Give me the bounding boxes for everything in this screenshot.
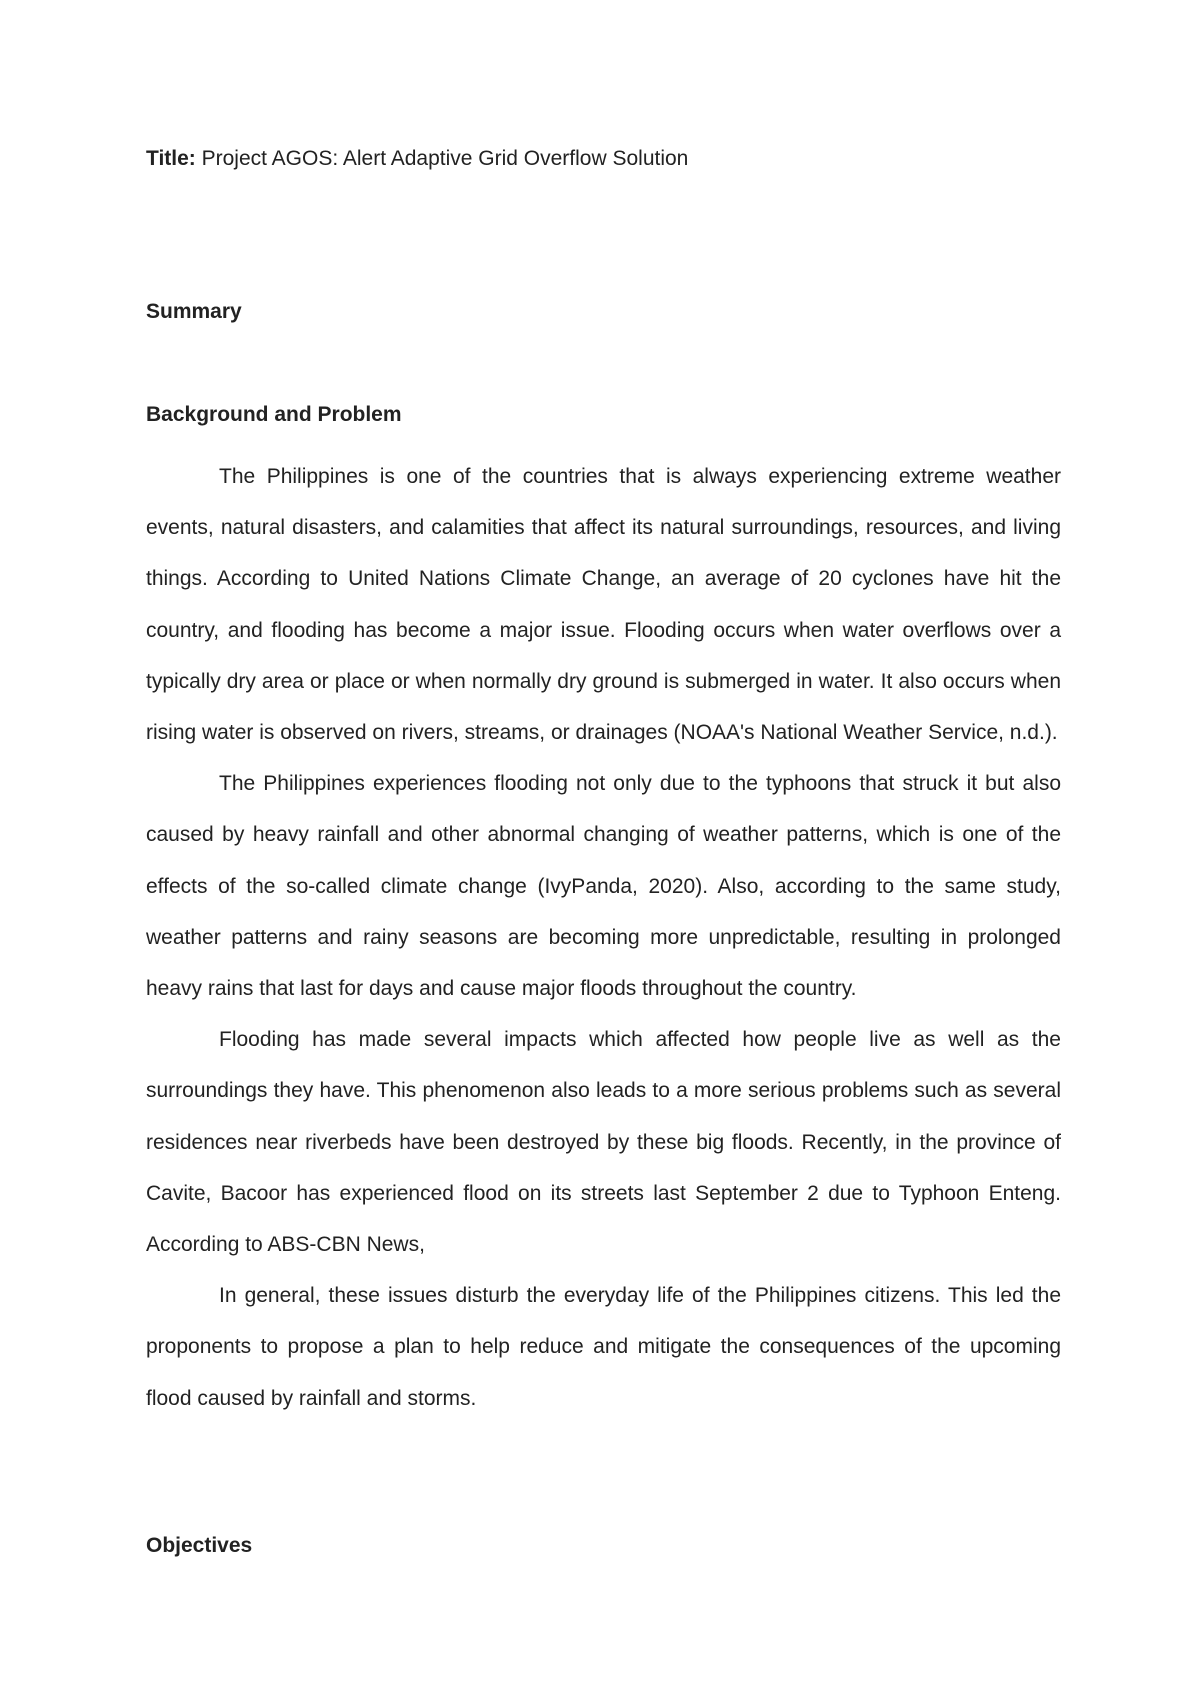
summary-heading: Summary — [146, 300, 242, 323]
title-text: Project AGOS: Alert Adaptive Grid Overflow Solution — [195, 147, 689, 170]
background-problem-heading: Background and Problem — [146, 403, 402, 426]
objectives-heading: Objectives — [146, 1534, 253, 1557]
paragraph: The Philippines experiences flooding not only due to the typhoons that struck it but also caused by heavy rainfall and other abnormal changing of weather patterns, which is one of the effects of the so-called climate change (IvyPanda, 2020). Also, according to the same study, weather patterns and rainy seasons are becoming more unpredictable, resulting in prolonged heavy rains that last for days and cause major floods throughout the country. — [146, 772, 1061, 1001]
document-title — [146, 144, 688, 174]
title-label: Title: — [146, 147, 196, 170]
paragraph: The Philippines is one of the countries that is always experiencing extreme weather events, natural disasters, and calamities that affect its natural surroundings, resources, and living things. According to United Nations Climate Change, an average of 20 cyclones have hit the country, and flooding has become a major issue. Flooding occurs when water overflows over a typically dry area or place or when normally dry ground is submerged in water. It also occurs when rising water is observed on rivers, streams, or drainages (NOAA's National Weather Service, n.d.). — [146, 465, 1061, 745]
background-body — [146, 451, 1061, 1424]
paragraph: Flooding has made several impacts which affected how people live as well as the surroundings they have. This phenomenon also leads to a more serious problems such as several residences near riverbeds have been destroyed by these big floods. Recently, in the province of Cavite, Bacoor has experienced flood on its streets last September 2 due to Typhoon Enteng. According to ABS-CBN News, — [146, 1028, 1061, 1257]
paragraph: In general, these issues disturb the everyday life of the Philippines citizens. This led the proponents to propose a plan to help reduce and mitigate the consequences of the upcoming flood caused by rainfall and storms. — [146, 1284, 1061, 1410]
